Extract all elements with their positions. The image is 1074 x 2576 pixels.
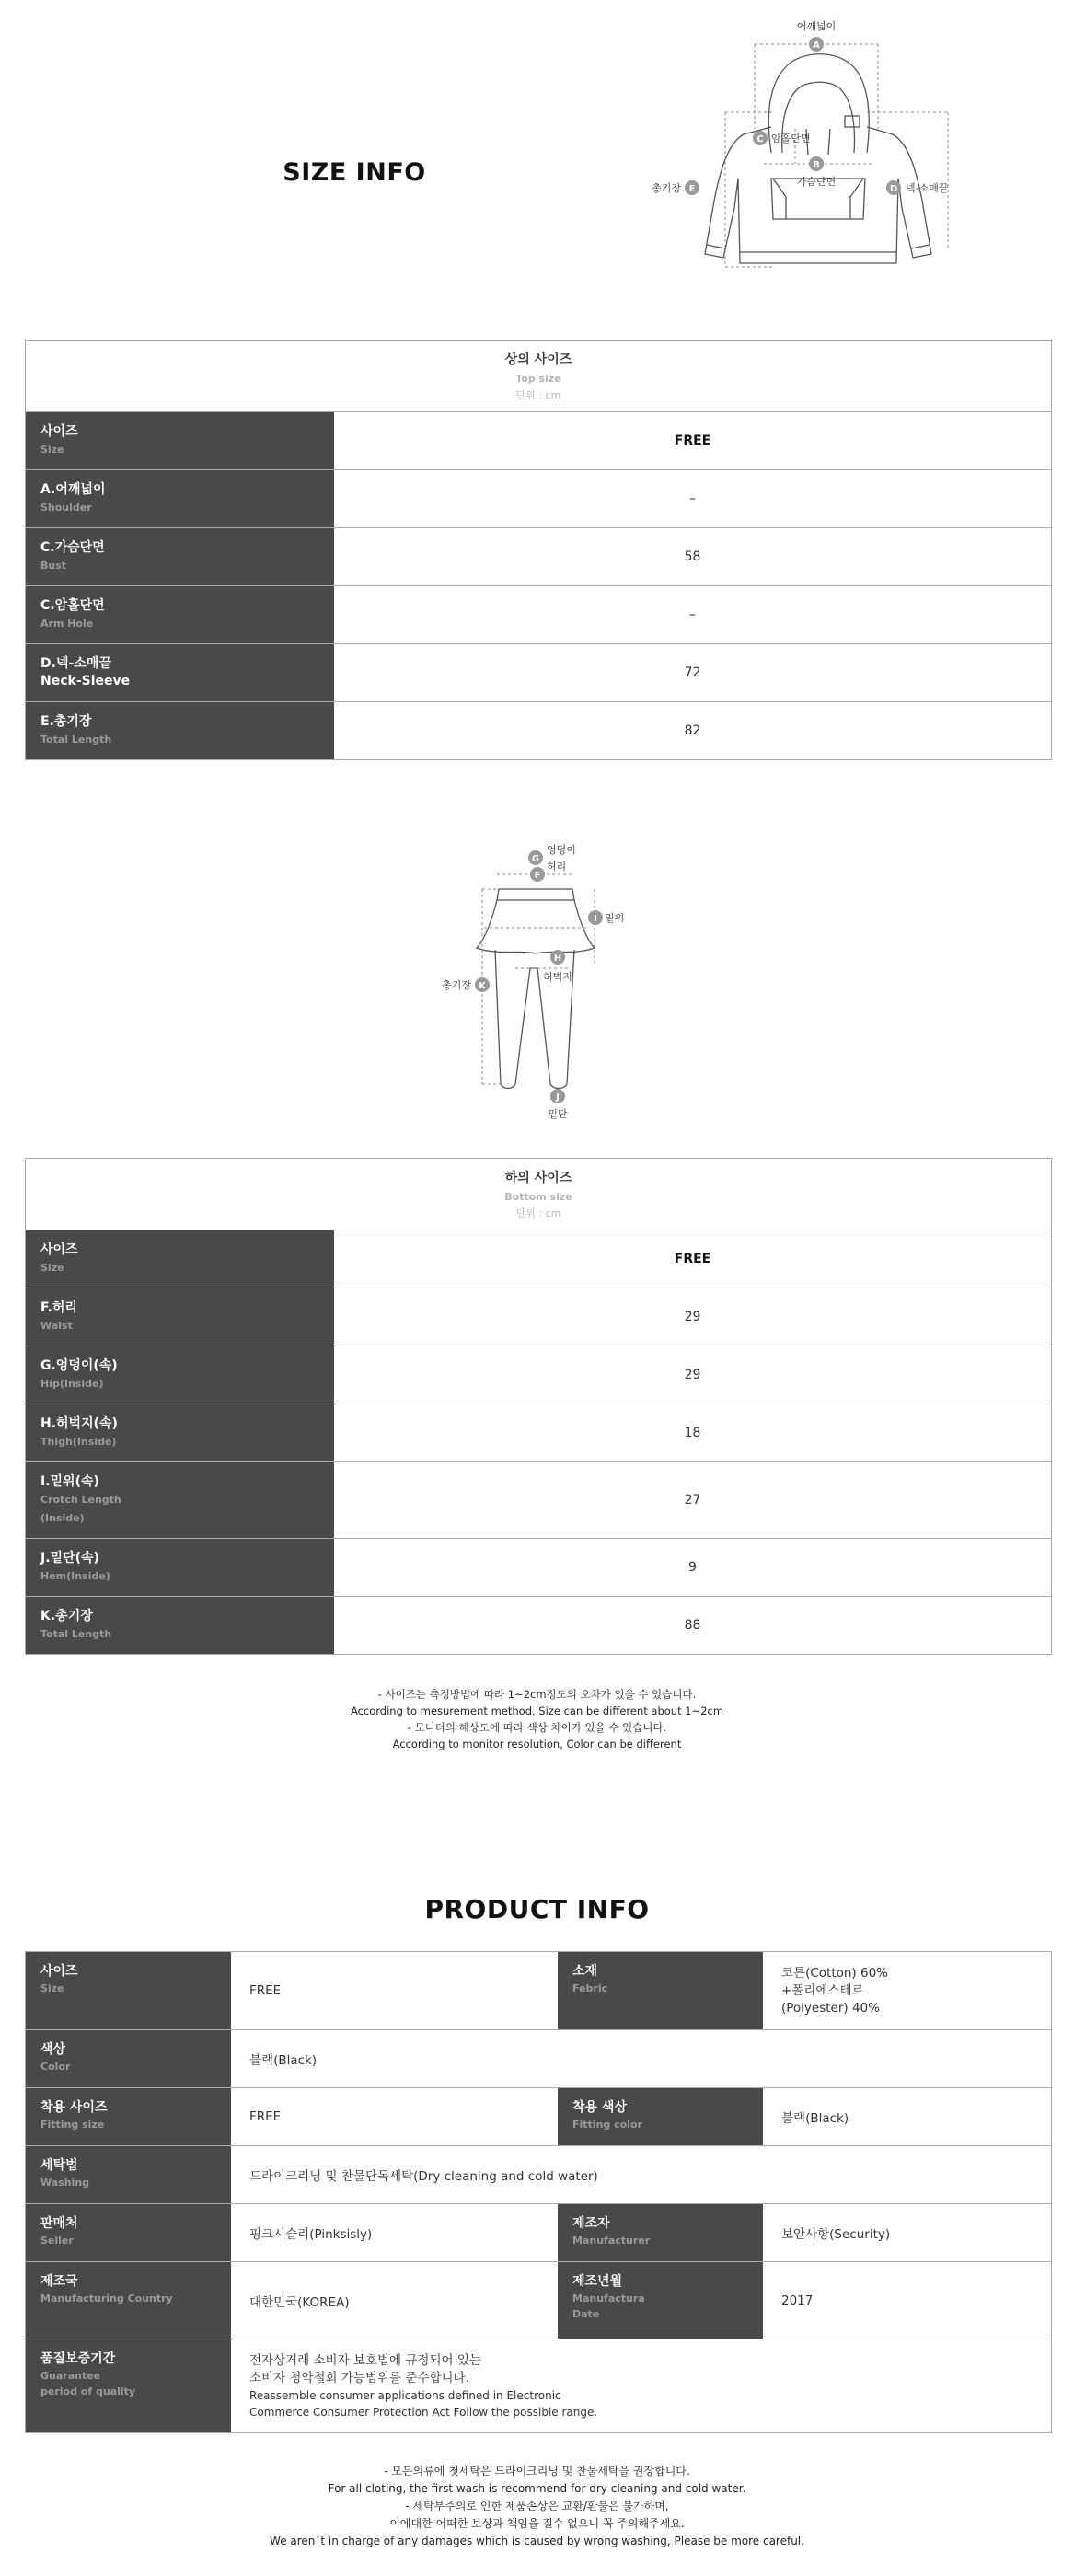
row-sublabel: Waist: [40, 1320, 73, 1332]
row-value: 2017: [781, 2293, 814, 2308]
row-label: 세탁법: [40, 2158, 78, 2173]
row-value: 72: [684, 665, 701, 680]
table-row: [26, 1230, 1051, 1288]
top-size-table: [25, 340, 1052, 760]
row-label: D.넥-소매끝: [40, 656, 111, 671]
row-value: 핑크시슬리(Pinksisly): [249, 2227, 373, 2242]
bottom-size-table: [25, 1158, 1052, 1655]
size-info-heading: SIZE INFO: [283, 158, 426, 187]
row-value: FREE: [249, 1983, 282, 1998]
mark-a: A: [813, 40, 820, 51]
row-sublabel: Thigh(Inside): [40, 1436, 117, 1448]
row-label: F.허리: [40, 1300, 77, 1315]
table-row: [26, 1462, 1051, 1539]
note-line: According to monitor resolution, Color can be different: [392, 1738, 682, 1750]
row-label: 색상: [40, 2042, 66, 2057]
row-value: 27: [684, 1493, 701, 1507]
wash-notes: [0, 2463, 1074, 2550]
caption-title: 상의 사이즈: [504, 352, 572, 367]
row-label: 소재: [572, 1964, 598, 1979]
note-line: According to mesurement method, Size can be different about 1~2cm: [350, 1704, 724, 1717]
mark-e: E: [688, 184, 696, 194]
row-sublabel: Size: [40, 1262, 64, 1274]
row-label: 사이즈: [40, 1242, 78, 1257]
mark-i: I: [594, 914, 597, 924]
fabric-value: [781, 1965, 888, 2017]
label-hem: 밑단: [548, 1108, 568, 1120]
mark-b: B: [813, 160, 820, 170]
caption-unit: 단위 : cm: [515, 389, 561, 401]
table-row: [26, 1404, 1051, 1462]
row-sublabel: Size: [40, 444, 64, 456]
row-sublabel: Manufacturing Country: [40, 2293, 173, 2305]
label-total-length: 총기장: [652, 182, 681, 194]
row-value: FREE: [674, 1252, 711, 1266]
row-label: G.엉덩이(속): [40, 1358, 118, 1373]
product-info-heading: PRODUCT INFO: [424, 1894, 650, 1924]
row-sublabel-2: (Inside): [40, 1512, 85, 1524]
row-label: 사이즈: [40, 1964, 78, 1979]
size-notes: [0, 1686, 1074, 1752]
row-value: 29: [684, 1368, 701, 1382]
table-row: [26, 1346, 1051, 1404]
label-waist: 허리: [547, 861, 567, 872]
row-value: 보안사항(Security): [781, 2227, 891, 2242]
row-value: 대한민국(KOREA): [249, 2294, 350, 2310]
row-label: A.어깨넓이: [40, 482, 106, 497]
table-row: [26, 1288, 1051, 1346]
guarantee-line: Reassemble consumer applications defined in Electronic: [249, 2388, 561, 2402]
row-sublabel: Bust: [40, 560, 67, 572]
row-sublabel: Washing: [40, 2177, 90, 2189]
row-value: 29: [684, 1310, 701, 1324]
product-info-table: [25, 1951, 1052, 2433]
row-sublabel: Hem(Inside): [40, 1570, 110, 1582]
caption-title: 하의 사이즈: [504, 1171, 572, 1185]
guarantee-line: 전자상거래 소비자 보호법에 규정되어 있는: [249, 2352, 481, 2368]
note-line: We aren`t in charge of any damages which is caused by wrong washing, Please be more careful.: [270, 2535, 804, 2547]
row-sublabel: Manufacturer: [572, 2235, 651, 2247]
note-line: For all cloting, the first wash is recommend for dry cleaning and cold water.: [328, 2482, 746, 2495]
row-label: 품질보증기간: [40, 2351, 116, 2366]
table-row: [26, 2088, 1051, 2146]
caption-subtitle: Bottom size: [504, 1191, 572, 1203]
mark-g: G: [531, 854, 540, 864]
mark-k: K: [479, 981, 486, 991]
label-neck-sleeve: 넥-소매끝: [906, 182, 949, 194]
table-row: [26, 2339, 1051, 2432]
row-value: 블랙(Black): [249, 2053, 318, 2068]
row-label: 판매처: [40, 2216, 78, 2231]
row-sublabel: Hip(Inside): [40, 1378, 104, 1390]
label-shoulder: 어깨넓이: [796, 20, 837, 32]
table-row: [26, 1539, 1051, 1597]
row-label: 제조자: [572, 2216, 610, 2231]
row-sublabel: Febric: [572, 1982, 608, 1994]
row-value: 드라이크리닝 및 찬물단독세탁(Dry cleaning and cold water): [249, 2169, 598, 2184]
caption-subtitle: Top size: [515, 373, 561, 385]
row-label-english: Neck-Sleeve: [40, 674, 131, 688]
note-line: 이에대한 어떠한 보상과 책임을 질수 없으니 꼭 주의해주세요.: [389, 2517, 685, 2530]
row-label: 착용 색상: [572, 2100, 627, 2115]
note-line: - 사이즈는 측정방법에 따라 1~2cm정도의 오차가 있을 수 있습니다.: [377, 1688, 697, 1701]
caption-unit: 단위 : cm: [515, 1207, 561, 1219]
bottoms-diagram: [423, 839, 644, 1125]
row-value: 58: [684, 549, 701, 564]
row-label: C.가슴단면: [40, 540, 105, 555]
table-row: [26, 1952, 1051, 2030]
row-value: –: [689, 607, 696, 622]
row-sublabel: Manufactura: [572, 2293, 645, 2305]
note-line: - 세탁부주의로 인한 제품손상은 교환/환불은 불가하며,: [405, 2500, 669, 2512]
row-sublabel: Total Length: [40, 1628, 112, 1640]
row-sublabel: Total Length: [40, 734, 112, 745]
row-label: 제조년월: [572, 2274, 623, 2289]
guarantee-line: 소비자 청약철회 가능범위를 준수합니다.: [249, 2370, 469, 2385]
table-row: [26, 2204, 1051, 2262]
row-value: 9: [688, 1560, 697, 1575]
fabric-line: (Polyester) 40%: [781, 2000, 880, 2016]
row-label: 사이즈: [40, 424, 78, 439]
table-row: [26, 702, 1051, 759]
note-line: - 모든의류에 첫세탁은 드라이크리닝 및 찬물세탁을 권장합니다.: [384, 2465, 690, 2478]
row-sublabel: Guarantee: [40, 2370, 101, 2382]
table-row: [26, 1597, 1051, 1654]
note-line: - 모니터의 해상도에 따라 색상 차이가 있을 수 있습니다.: [407, 1721, 667, 1734]
fabric-line: 코튼(Cotton) 60%: [781, 1965, 889, 1981]
row-label: H.허벅지(속): [40, 1416, 118, 1431]
row-value: FREE: [249, 2109, 282, 2124]
row-sublabel: Size: [40, 1982, 64, 1994]
row-sublabel: Crotch Length: [40, 1494, 121, 1506]
row-sublabel: Fitting color: [572, 2119, 642, 2131]
mark-h: H: [553, 953, 562, 964]
table-row: [26, 2030, 1051, 2088]
mark-c: C: [756, 134, 764, 144]
guarantee-value: [249, 2352, 597, 2420]
bottom-size-caption: [26, 1159, 1051, 1230]
mark-j: J: [556, 1092, 560, 1103]
row-value: –: [689, 491, 696, 506]
label-armhole: 암홀단면: [771, 133, 811, 144]
table-row: [26, 2262, 1051, 2339]
label-total-length: 총기장: [442, 979, 471, 991]
row-sublabel-2: Date: [572, 2308, 600, 2320]
row-sublabel: Fitting size: [40, 2119, 105, 2131]
top-size-caption: [26, 341, 1051, 412]
fabric-line: +폴리에스테르: [781, 1982, 864, 1998]
label-hip: 엉덩이: [547, 844, 576, 856]
row-sublabel-2: period of quality: [40, 2385, 136, 2397]
row-sublabel: Arm Hole: [40, 618, 94, 630]
row-value: FREE: [674, 433, 711, 448]
row-value: 88: [684, 1618, 701, 1633]
table-row: [26, 412, 1051, 470]
guarantee-line: Commerce Consumer Protection Act Follow the possible range.: [249, 2405, 598, 2419]
table-row: [26, 2146, 1051, 2204]
mark-f: F: [534, 871, 541, 881]
row-label: C.암홀단면: [40, 598, 105, 613]
row-value: 82: [684, 723, 701, 738]
row-label: 착용 사이즈: [40, 2100, 108, 2115]
row-value: 18: [684, 1426, 701, 1440]
row-label: I.밑위(속): [40, 1474, 99, 1489]
row-label: J.밑단(속): [40, 1551, 99, 1565]
table-row: [26, 528, 1051, 586]
row-sublabel: Shoulder: [40, 502, 92, 514]
row-label: 제조국: [40, 2274, 78, 2289]
row-label: E.총기장: [40, 714, 92, 729]
hoodie-diagram: [635, 17, 985, 274]
table-row: [26, 586, 1051, 644]
table-row: [26, 470, 1051, 528]
mark-d: D: [889, 184, 898, 194]
row-label: K.총기장: [40, 1609, 93, 1623]
label-crotch: 밑위: [605, 912, 625, 924]
row-value: 블랙(Black): [781, 2111, 849, 2126]
row-sublabel: Color: [40, 2061, 71, 2073]
table-row: [26, 644, 1051, 702]
row-sublabel: Seller: [40, 2235, 74, 2247]
label-bust: 가슴단면: [796, 176, 837, 188]
label-thigh: 허벅지: [543, 971, 572, 983]
